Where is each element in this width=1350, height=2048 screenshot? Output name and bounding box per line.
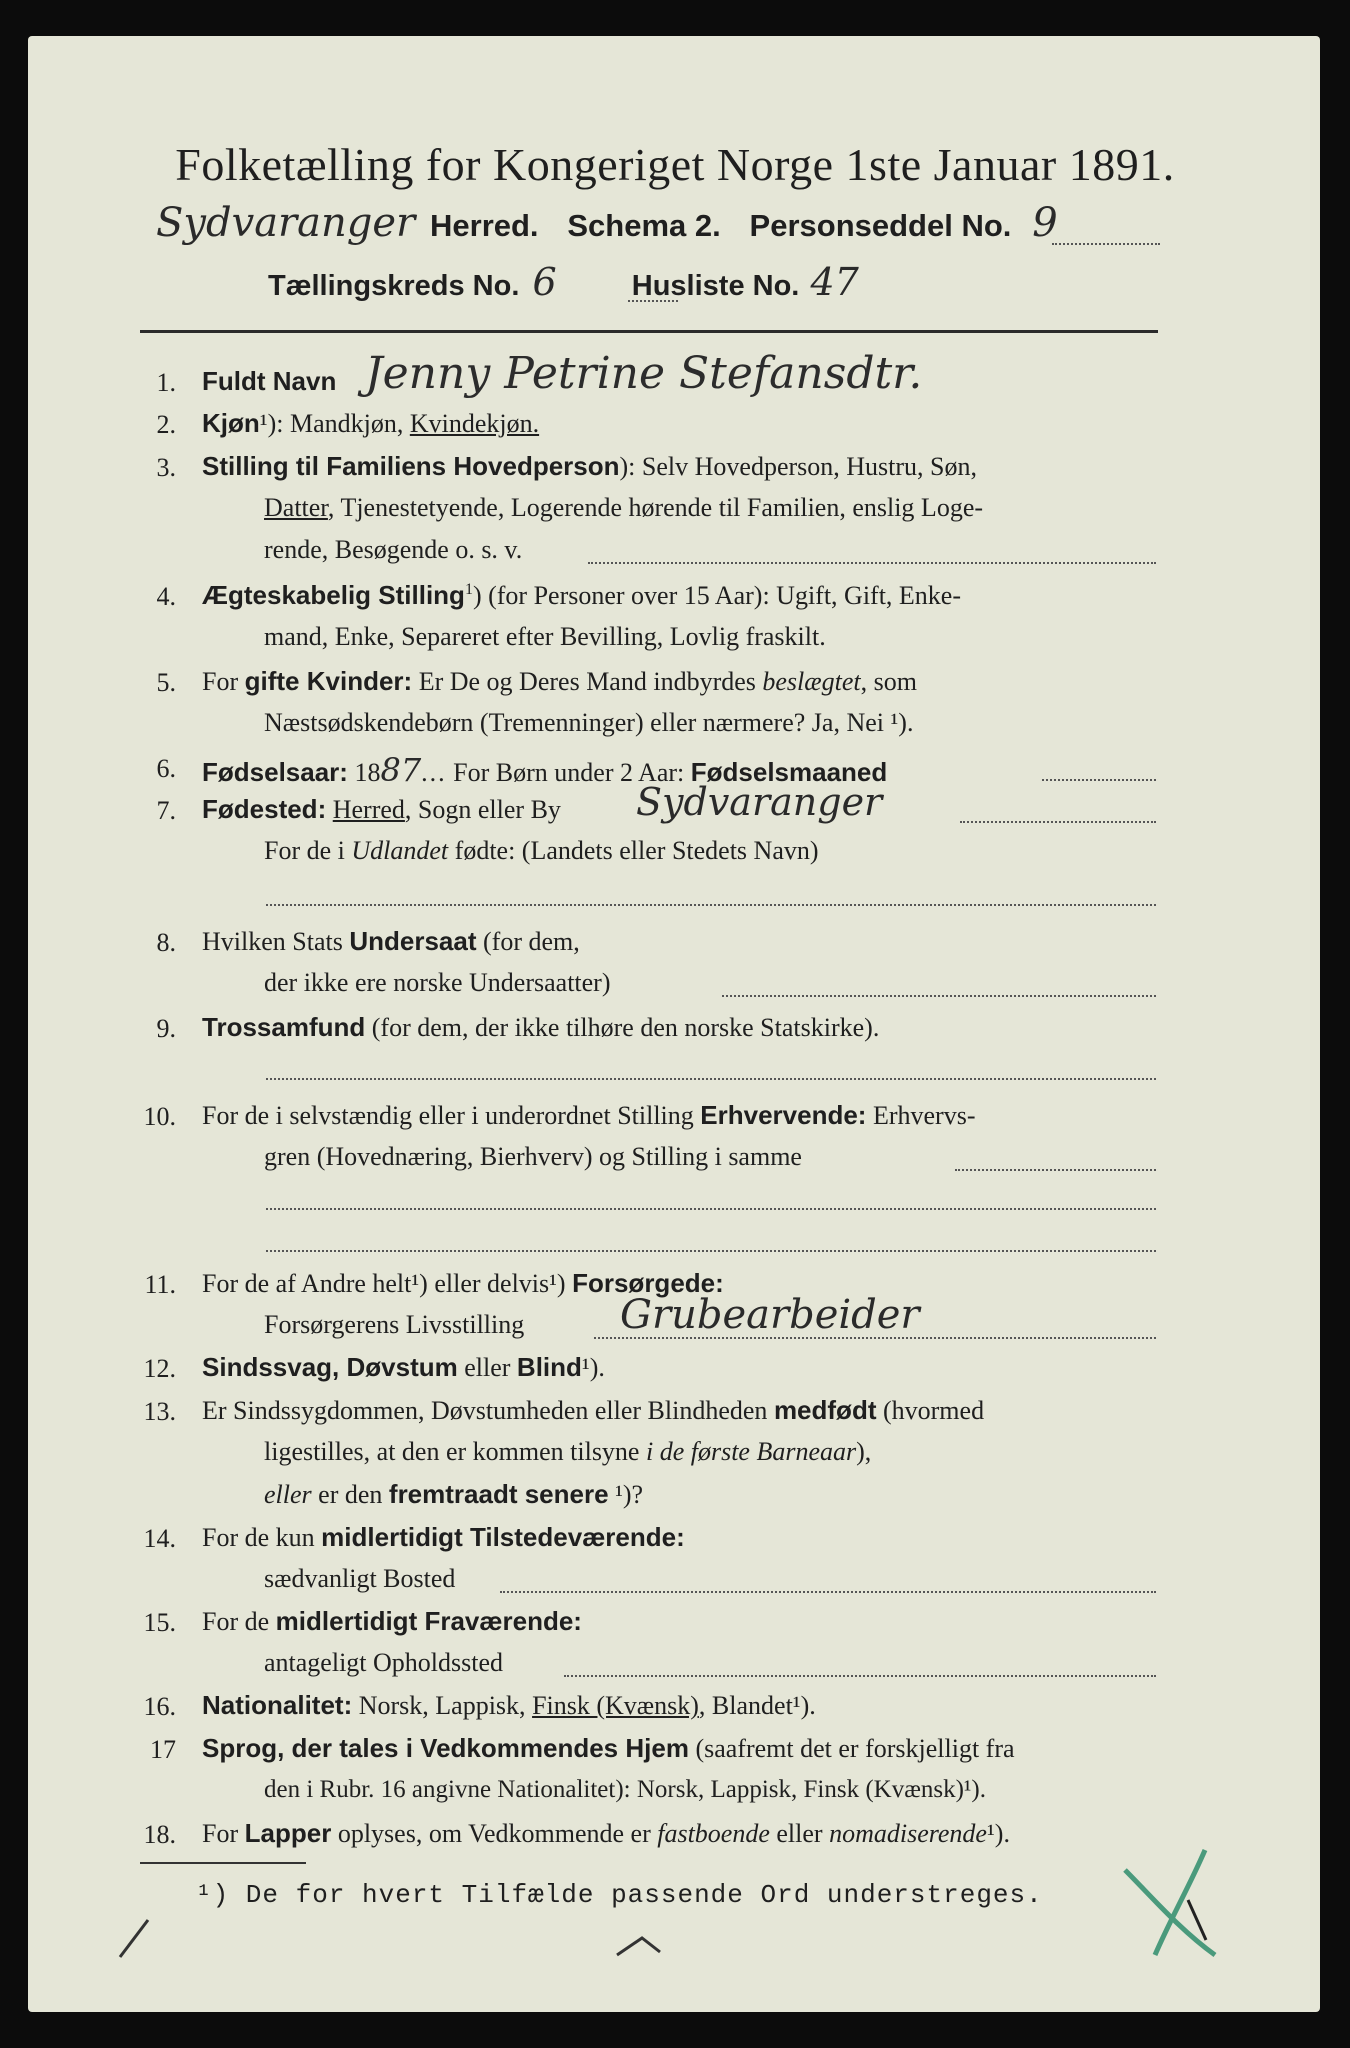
item-13-line1 <box>202 1397 984 1424</box>
sprog-label: Sprog, der tales i Vedkommendes Hjem <box>202 1733 689 1763</box>
item-4-line2: mand, Enke, Separeret efter Bevilling, Lovlig fraskilt. <box>264 622 826 651</box>
item-number: 12. <box>143 1354 176 1383</box>
item-number: 1. <box>156 368 176 397</box>
text: ¹). <box>986 1819 1010 1848</box>
item-14-line2: sædvanligt Bosted <box>264 1564 456 1593</box>
text: fødte: (Landets eller Stedets Navn) <box>448 836 819 865</box>
taellingskreds-value: 6 <box>532 260 557 304</box>
text: eller <box>264 1480 312 1509</box>
tilstedevaerende-label: midlertidigt Tilstedeværende: <box>321 1522 685 1552</box>
lapper-label: Lapper <box>244 1818 332 1848</box>
item-3-line3: rende, Besøgende o. s. v. <box>264 535 523 564</box>
udland-dotted-line <box>266 904 1156 906</box>
text: , Blandet¹). <box>698 1691 816 1720</box>
item-14-line1 <box>202 1524 685 1551</box>
erhverv-dotted-line-1 <box>955 1169 1156 1171</box>
husliste-value: 47 <box>810 260 859 304</box>
item-17-line2: den i Rubr. 16 angivne Nationalitet): Norsk, Lappisk, Finsk (Kvænsk)¹). <box>264 1776 986 1803</box>
item-3-line2 <box>264 495 983 521</box>
text: eller <box>769 1819 830 1848</box>
item-7-line1 <box>202 796 561 823</box>
item-number: 8. <box>156 928 176 957</box>
text: Hvilken Stats <box>202 927 350 956</box>
sindssvag-label: Sindssvag, Døvstum <box>202 1352 458 1382</box>
item-7-line2 <box>264 838 819 864</box>
text: For de i <box>264 836 352 865</box>
text: oplyses, om Vedkommende er <box>331 1819 658 1848</box>
text: , som <box>860 667 917 696</box>
item-17-line1 <box>202 1735 1015 1762</box>
item-4-line1 <box>202 582 961 609</box>
text: (saafremt det er forskjelligt fra <box>688 1734 1015 1763</box>
item-number: 15. <box>143 1608 176 1637</box>
item-number: 18. <box>143 1820 176 1849</box>
fodested-selected: Herred <box>332 795 405 824</box>
stilling-label: Stilling til Familiens Hovedperson <box>202 451 620 481</box>
item-number: 10. <box>143 1102 176 1131</box>
medfodt-label: medfødt <box>773 1395 877 1425</box>
trossamfund-dotted-line <box>266 1078 1156 1080</box>
item-16 <box>202 1692 816 1719</box>
text: For de <box>202 1607 276 1636</box>
text: For de af Andre helt¹) eller delvis¹) <box>202 1269 573 1298</box>
herred-value: Sydvaranger <box>156 200 416 246</box>
text: er den <box>311 1480 389 1509</box>
forsorgede-label: Forsørgede: <box>572 1268 724 1298</box>
blind-label: Blind <box>516 1352 582 1382</box>
stilling-selected: Datter <box>264 493 328 522</box>
forsorger-dotted-line <box>594 1337 1156 1339</box>
footnote: ¹) De for hvert Tilfælde passende Ord understreges. <box>196 1880 1043 1910</box>
header-line-kreds <box>268 260 859 304</box>
item-8-line1 <box>202 928 580 955</box>
footnote-rule <box>140 1862 306 1864</box>
item-2-kjon <box>202 410 539 437</box>
fremtraadt-label: fremtraadt senere <box>388 1479 609 1509</box>
kjon-selected: Kvindekjøn. <box>409 409 540 438</box>
item-number: 9. <box>156 1014 176 1043</box>
taellingskreds-label: Tællingskreds No. <box>268 270 520 302</box>
fodselsaar-label: Fødselsaar: <box>202 757 348 787</box>
fodested-value: Sydvaranger <box>636 780 883 824</box>
husliste-label: Husliste No. <box>631 270 800 302</box>
item-18 <box>202 1820 1010 1847</box>
aegteskab-label: Ægteskabelig Stilling <box>202 580 465 610</box>
stilling-options-cont: , Tjenestetyende, Logerende hørende til Familien, enslig Loge- <box>327 493 984 522</box>
green-check-mark-icon <box>1110 1840 1230 1970</box>
kjon-label: Kjøn <box>202 408 260 438</box>
gifte-kvinder-label: gifte Kvinder: <box>244 666 413 696</box>
text: (for dem, der ikke tilhøre den norske Statskirke). <box>365 1013 880 1042</box>
header-rule <box>140 330 1158 333</box>
fravaerende-label: midlertidigt Fraværende: <box>275 1606 582 1636</box>
schema-label: Schema 2. <box>567 208 721 243</box>
text: beslægtet <box>762 667 861 696</box>
item-number: 6. <box>156 754 176 783</box>
stilling-dotted-line <box>588 562 1156 564</box>
header-line-herred <box>156 200 1058 246</box>
text: For Børn under 2 Aar: <box>446 758 691 787</box>
text: Erhvervs- <box>866 1101 976 1130</box>
text: For <box>202 1819 245 1848</box>
erhvervende-label: Erhvervende: <box>700 1100 867 1130</box>
text: For <box>202 667 245 696</box>
text: ), <box>856 1437 872 1466</box>
erhverv-dotted-line-3 <box>266 1250 1156 1252</box>
item-5-line2: Næstsødskendebørn (Tremenninger) eller nærmere? Ja, Nei ¹). <box>264 708 914 737</box>
nationalitet-selected: Finsk (Kvænsk) <box>532 1691 699 1720</box>
item-15-line1 <box>202 1608 582 1635</box>
opholdssted-dotted-line <box>564 1675 1156 1677</box>
item-number: 16. <box>143 1692 176 1721</box>
nationalitet-label: Nationalitet: <box>202 1690 353 1720</box>
item-5-line1 <box>202 668 917 695</box>
trossamfund-label: Trossamfund <box>202 1012 366 1042</box>
item-number: 11. <box>144 1270 176 1299</box>
item-number: 3. <box>156 453 176 482</box>
fodested-label: Fødested: <box>202 794 327 824</box>
item-12 <box>202 1354 605 1381</box>
text: fastboende <box>657 1819 770 1848</box>
bosted-dotted-line <box>500 1591 1156 1593</box>
text: nomadiserende <box>829 1819 987 1848</box>
fuldt-navn-label: Fuldt Navn <box>202 366 337 396</box>
fuldt-navn-value: Jenny Petrine Stefansdtr. <box>365 348 923 399</box>
item-number: 2. <box>156 410 176 439</box>
item-number: 17 <box>150 1735 176 1764</box>
dots-text: ... <box>421 758 447 787</box>
item-number: 7. <box>156 796 176 825</box>
personseddel-label: Personseddel No. <box>749 208 1012 243</box>
fodselsmaaned-label: Fødselsmaaned <box>690 757 888 787</box>
text: ¹)? <box>608 1480 644 1509</box>
item-number: 14. <box>143 1524 176 1553</box>
text: , Sogn eller By <box>404 795 561 824</box>
item-8-line2: der ikke ere norske Undersaatter) <box>264 968 611 997</box>
item-3-line1 <box>202 453 977 480</box>
item-15-line2: antageligt Opholdssted <box>264 1648 504 1677</box>
pencil-mark-icon <box>612 1930 672 1960</box>
form-title: Folketælling for Kongeriget Norge 1ste Januar 1891. <box>175 139 1175 190</box>
text: eller <box>457 1353 517 1382</box>
text: Norsk, Lappisk, <box>352 1691 533 1720</box>
text: ¹). <box>581 1353 605 1382</box>
personseddel-dotted-line <box>1052 243 1160 245</box>
fodselsaar-value: 87 <box>380 751 422 789</box>
text: For de i selvstændig eller i underordnet Stilling <box>202 1101 701 1130</box>
item-1-label <box>202 368 336 395</box>
personseddel-value: 9 <box>1032 200 1058 246</box>
item-number: 4. <box>156 582 176 611</box>
footnote-ref: ¹ <box>259 409 268 438</box>
item-10-line2: gren (Hovednæring, Bierhverv) og Stilling i samme <box>264 1142 802 1171</box>
footnote-ref: 1 <box>464 581 473 598</box>
stilling-options: ): Selv Hovedperson, Hustru, Søn, <box>619 452 977 481</box>
item-10-line1 <box>202 1102 975 1129</box>
kreds-dotted-line <box>628 300 678 302</box>
text: Er De og Deres Mand indbyrdes <box>412 667 763 696</box>
text: i de første Barneaar <box>645 1437 857 1466</box>
text: 18 <box>347 758 381 787</box>
item-number: 5. <box>156 668 176 697</box>
item-11-line2: Forsørgerens Livsstilling <box>264 1310 525 1339</box>
undersaat-label: Undersaat <box>349 926 477 956</box>
fodselsmaaned-dotted-line <box>1042 779 1156 781</box>
item-13-line3 <box>264 1481 643 1508</box>
herred-label: Herred. <box>430 208 539 243</box>
erhverv-dotted-line-2 <box>266 1208 1156 1210</box>
forsorger-value: Grubearbeider <box>620 1292 920 1338</box>
item-number: 13. <box>143 1397 176 1426</box>
text: ligestilles, at den er kommen tilsyne <box>264 1437 646 1466</box>
aegteskab-options: ) (for Personer over 15 Aar): Ugift, Gift, Enke- <box>472 581 962 610</box>
text: For de kun <box>202 1523 322 1552</box>
text: (for dem, <box>476 927 580 956</box>
kjon-options: ): Mandkjøn, <box>267 409 410 438</box>
item-9 <box>202 1014 879 1041</box>
pencil-mark-icon <box>108 1915 158 1965</box>
text: Udlandet <box>351 836 449 865</box>
item-13-line2 <box>264 1439 871 1465</box>
fodested-dotted-line <box>960 821 1156 823</box>
undersaat-dotted-line <box>722 995 1156 997</box>
text: (hvormed <box>876 1396 985 1425</box>
text: Er Sindssygdommen, Døvstumheden eller Blindheden <box>202 1396 774 1425</box>
